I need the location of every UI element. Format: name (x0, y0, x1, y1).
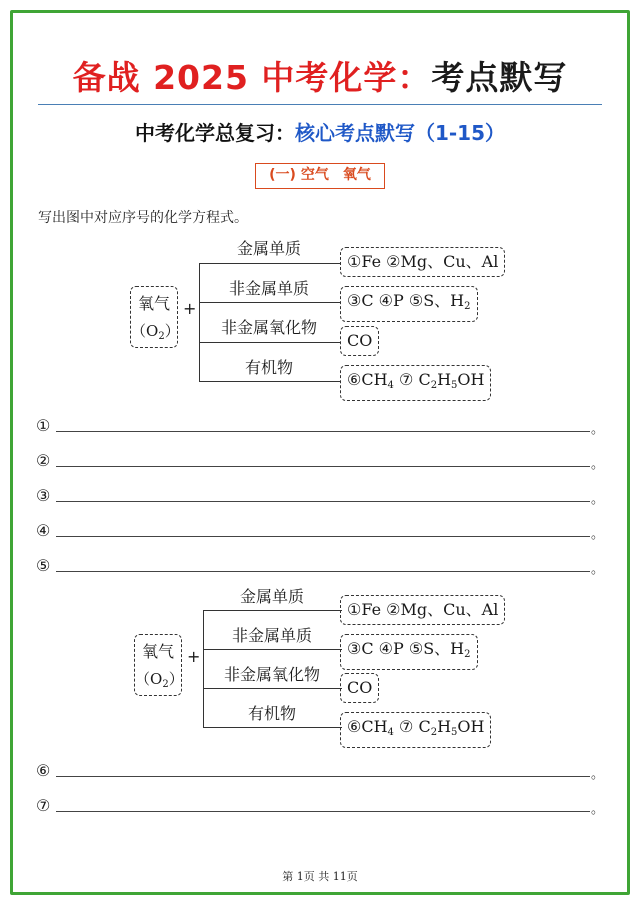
plus-sign: + (183, 299, 197, 318)
branch-line (203, 610, 342, 611)
oxygen-box: 氧气 $(O_2)$ (130, 286, 178, 348)
organic-reactants-box: $⑥CH_4$ ⑦ $C_2H_5OH$ (340, 712, 491, 748)
category-label: 有机物 (244, 358, 293, 377)
answer-line[interactable]: ⑦ 。 (36, 796, 604, 817)
metal-reactants-box: ①Fe ②Mg、Cu、Al (340, 247, 505, 277)
branch-line (203, 649, 342, 650)
metal-reactants-box: ①Fe ②Mg、Cu、Al (340, 595, 505, 625)
category-label: 有机物 (247, 704, 296, 723)
organic-reactants-box: $⑥CH_4$ ⑦ $C_2H_5OH$ (340, 365, 491, 401)
branch-line (199, 263, 340, 264)
branch-line (203, 727, 342, 728)
reaction-diagram-1 (0, 228, 640, 398)
oxygen-box: 氧气 $(O_2)$ (134, 634, 182, 696)
answer-line[interactable]: ② 。 (36, 451, 604, 472)
instruction-text: 写出图中对应序号的化学方程式。 (38, 210, 248, 226)
reaction-diagram-2 (0, 578, 640, 748)
nonmetal-reactants-box: ③C ④P ⑤S、$H_2$ (340, 634, 478, 670)
answer-line[interactable]: ④ 。 (36, 521, 604, 542)
category-label: 金属单质 (236, 239, 301, 258)
category-label: 金属单质 (239, 587, 304, 606)
answer-line[interactable]: ① 。 (36, 416, 604, 437)
section-tag: (一) 空气 氧气 (255, 163, 385, 189)
category-label: 非金属氧化物 (220, 318, 317, 337)
oxide-reactant-box: CO (340, 326, 379, 356)
bracket-line (199, 263, 200, 381)
category-label: 非金属单质 (231, 626, 312, 645)
bracket-line (203, 610, 204, 727)
branch-line (199, 342, 340, 343)
nonmetal-reactants-box: ③C ④P ⑤S、$H_2$ (340, 286, 478, 322)
branch-line (199, 381, 340, 382)
answer-line[interactable]: ⑤ 。 (36, 556, 604, 577)
branch-line (203, 688, 342, 689)
title-divider (38, 104, 602, 105)
page-subtitle: 中考化学总复习：核心考点默写（1-15） (134, 121, 506, 145)
branch-line (199, 302, 340, 303)
oxide-reactant-box: CO (340, 673, 379, 703)
answer-line[interactable]: ⑥ 。 (36, 761, 604, 782)
answer-line[interactable]: ③ 。 (36, 486, 604, 507)
category-label: 非金属单质 (228, 279, 309, 298)
plus-sign: + (187, 647, 201, 666)
category-label: 非金属氧化物 (223, 665, 320, 684)
page-footer: 第 1页 共 11页 (282, 870, 358, 883)
page-title: 备战 2025 中考化学：考点默写 (72, 58, 568, 97)
